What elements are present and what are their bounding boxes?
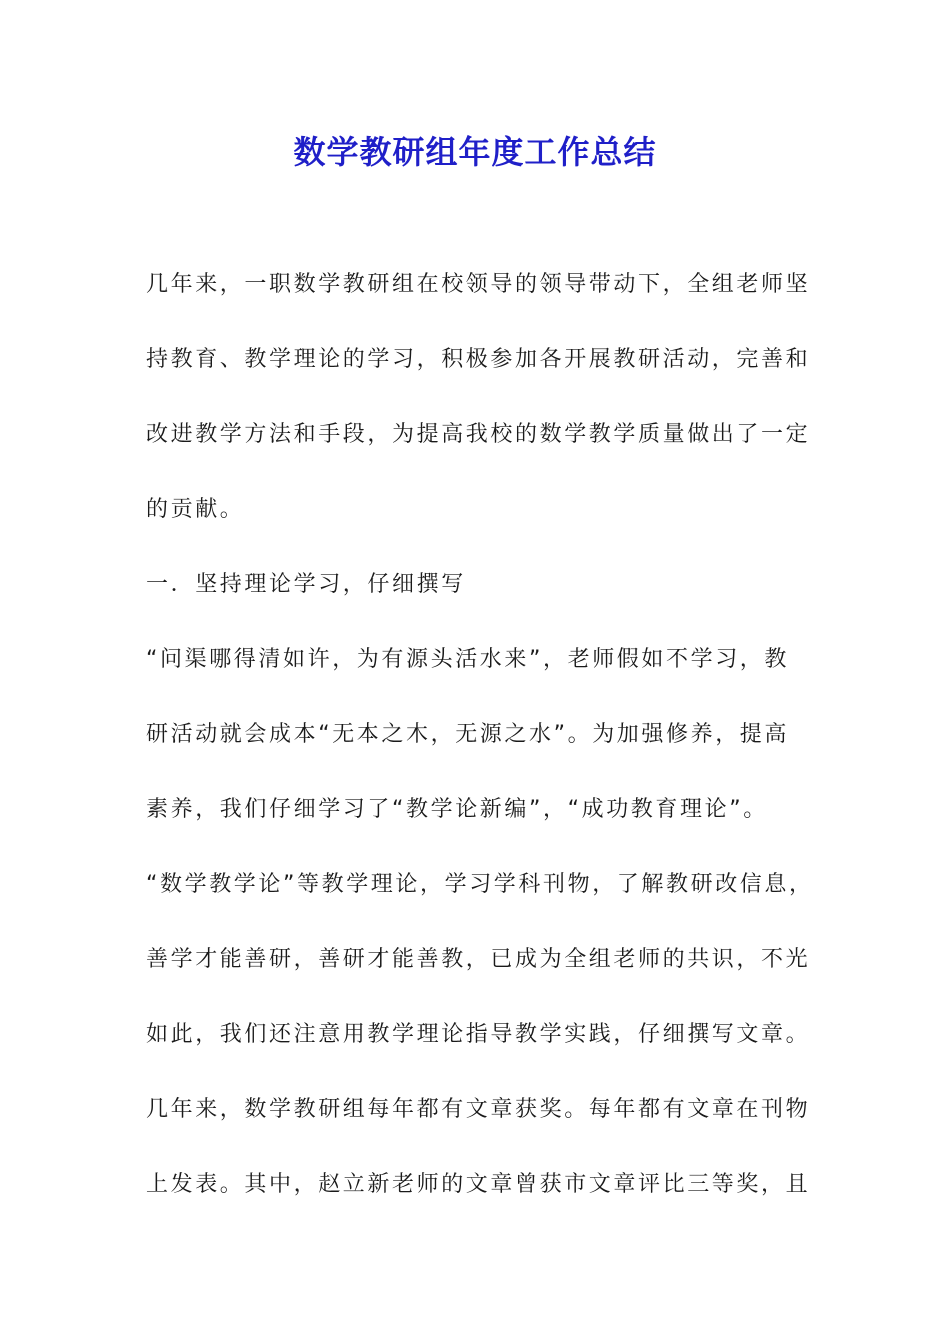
paragraph-line: 持教育、教学理论的学习，积极参加各开展教研活动，完善和: [146, 347, 811, 372]
section-heading: 一．坚持理论学习，仔细撰写: [146, 572, 466, 597]
paragraph-line: 几年来，一职数学教研组在校领导的领导带动下，全组老师坚: [146, 272, 811, 297]
paragraph-line: 几年来，数学教研组每年都有文章获奖。每年都有文章在刊物: [146, 1097, 811, 1122]
paragraph-line: 改进教学方法和手段，为提高我校的数学教学质量做出了一定: [146, 422, 811, 447]
paragraph-line: “数学教学论”等教学理论，学习学科刊物，了解教研改信息，: [146, 872, 814, 897]
paragraph-line: 研活动就会成本“无本之木，无源之水”。为加强修养，提高: [146, 722, 789, 747]
document-title: 数学教研组年度工作总结: [293, 133, 657, 171]
paragraph-line: 上发表。其中，赵立新老师的文章曾获市文章评比三等奖，且: [146, 1172, 811, 1197]
paragraph-line: 素养，我们仔细学习了“教学论新编”，“成功教育理论”。: [146, 797, 768, 822]
document-body: [146, 262, 826, 1237]
paragraph-line: 的贡献。: [146, 497, 245, 522]
paragraph-line: 善学才能善研，善研才能善教，已成为全组老师的共识，不光: [146, 947, 811, 972]
paragraph-line: “问渠哪得清如许，为有源头活水来”，老师假如不学习，教: [146, 647, 789, 672]
paragraph-line: 如此，我们还注意用教学理论指导教学实践，仔细撰写文章。: [146, 1022, 811, 1047]
